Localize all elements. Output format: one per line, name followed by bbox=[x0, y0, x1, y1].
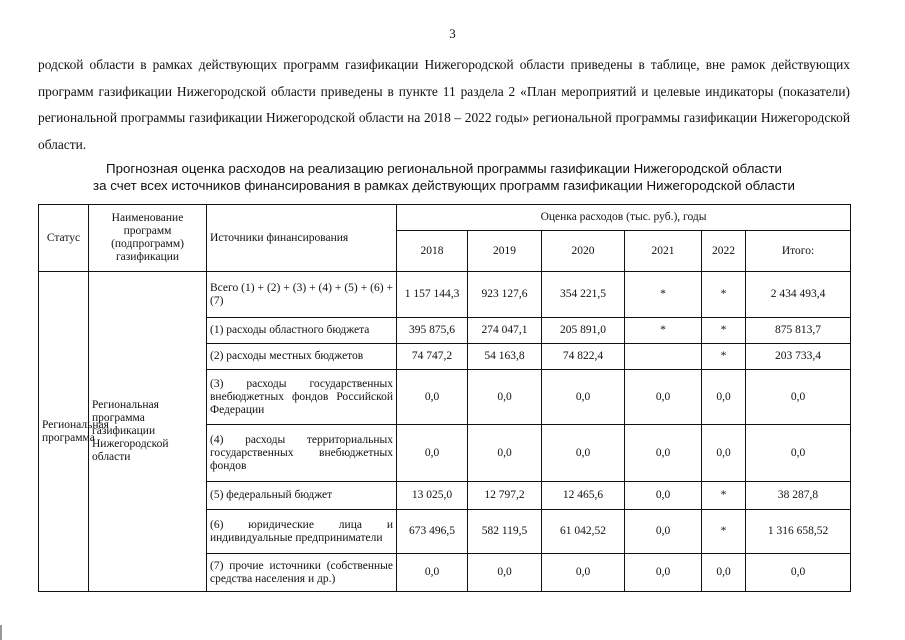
value-cell: 12 465,6 bbox=[542, 482, 625, 510]
value-cell: 0,0 bbox=[468, 425, 542, 482]
row-label: (6) юридические лица и индивидуальные предприниматели bbox=[207, 510, 397, 554]
header-year: 2022 bbox=[702, 231, 746, 272]
table-title bbox=[38, 160, 850, 194]
value-cell: 0,0 bbox=[702, 554, 746, 592]
total-cell: 2 434 493,4 bbox=[746, 272, 851, 318]
value-cell: * bbox=[702, 318, 746, 344]
header-year: 2019 bbox=[468, 231, 542, 272]
header-year: 2018 bbox=[397, 231, 468, 272]
value-cell: * bbox=[625, 318, 702, 344]
value-cell: 0,0 bbox=[702, 425, 746, 482]
value-cell: 0,0 bbox=[702, 370, 746, 425]
row-label: (5) федеральный бюджет bbox=[207, 482, 397, 510]
value-cell: 0,0 bbox=[542, 554, 625, 592]
value-cell: 0,0 bbox=[397, 425, 468, 482]
value-cell: 274 047,1 bbox=[468, 318, 542, 344]
value-cell: 673 496,5 bbox=[397, 510, 468, 554]
total-cell: 203 733,4 bbox=[746, 344, 851, 370]
header-sources: Источники финансирования bbox=[207, 205, 397, 272]
total-cell: 0,0 bbox=[746, 425, 851, 482]
row-label: (3) расходы государственных внебюджетных фондов Российской Федерации bbox=[207, 370, 397, 425]
value-cell bbox=[625, 344, 702, 370]
scan-edge-mark bbox=[0, 625, 2, 640]
header-program: Наименование программ (подпрограмм) газификации bbox=[89, 205, 207, 272]
value-cell: 0,0 bbox=[625, 510, 702, 554]
header-year: 2020 bbox=[542, 231, 625, 272]
value-cell: 923 127,6 bbox=[468, 272, 542, 318]
value-cell: 0,0 bbox=[542, 370, 625, 425]
value-cell: 205 891,0 bbox=[542, 318, 625, 344]
table-title-line-2: за счет всех источников финансирования в рамках действующих программ газификации Нижегородской области bbox=[93, 178, 795, 193]
value-cell: 13 025,0 bbox=[397, 482, 468, 510]
value-cell: 0,0 bbox=[397, 554, 468, 592]
value-cell: 582 119,5 bbox=[468, 510, 542, 554]
value-cell: 0,0 bbox=[625, 482, 702, 510]
expenditure-table bbox=[38, 204, 851, 592]
row-label: (4) расходы территориальных государственных внебюджетных фондов bbox=[207, 425, 397, 482]
value-cell: * bbox=[702, 344, 746, 370]
value-cell: 354 221,5 bbox=[542, 272, 625, 318]
row-label: (7) прочие источники (собственные средства населения и др.) bbox=[207, 554, 397, 592]
table-title-line-1: Прогнозная оценка расходов на реализацию региональной программы газификации Нижегородской области bbox=[106, 161, 782, 176]
value-cell: 0,0 bbox=[468, 554, 542, 592]
value-cell: 0,0 bbox=[542, 425, 625, 482]
header-year: 2021 bbox=[625, 231, 702, 272]
value-cell: * bbox=[702, 272, 746, 318]
value-cell: 61 042,52 bbox=[542, 510, 625, 554]
value-cell: 0,0 bbox=[625, 425, 702, 482]
table-row bbox=[39, 272, 851, 318]
program-name-cell: Региональная программа газификации Нижегородской области bbox=[89, 272, 207, 592]
value-cell: 74 747,2 bbox=[397, 344, 468, 370]
total-cell: 875 813,7 bbox=[746, 318, 851, 344]
value-cell: 12 797,2 bbox=[468, 482, 542, 510]
header-total: Итого: bbox=[746, 231, 851, 272]
value-cell: 0,0 bbox=[625, 370, 702, 425]
body-paragraph: родской области в рамках действующих программ газификации Нижегородской области приведены в таблице, вне рамок действующих программ газификации Нижегородской области приведены в пункте 11 раздела 2 «План мероприятий и целевые индикаторы (показатели) региональной программы газификации Нижегородской области на 2018 – 2022 годы» региональной программы газификации Нижегородской области. bbox=[38, 57, 850, 152]
total-cell: 1 316 658,52 bbox=[746, 510, 851, 554]
value-cell: 1 157 144,3 bbox=[397, 272, 468, 318]
value-cell: * bbox=[702, 510, 746, 554]
total-cell: 0,0 bbox=[746, 554, 851, 592]
value-cell: 395 875,6 bbox=[397, 318, 468, 344]
total-cell: 0,0 bbox=[746, 370, 851, 425]
value-cell: * bbox=[702, 482, 746, 510]
row-label: (2) расходы местных бюджетов bbox=[207, 344, 397, 370]
value-cell: 0,0 bbox=[397, 370, 468, 425]
page-number: 3 bbox=[449, 26, 456, 41]
value-cell: 54 163,8 bbox=[468, 344, 542, 370]
header-estimate: Оценка расходов (тыс. руб.), годы bbox=[397, 205, 851, 231]
row-label: (1) расходы областного бюджета bbox=[207, 318, 397, 344]
value-cell: * bbox=[625, 272, 702, 318]
value-cell: 0,0 bbox=[468, 370, 542, 425]
total-cell: 38 287,8 bbox=[746, 482, 851, 510]
row-label: Всего (1) + (2) + (3) + (4) + (5) + (6) + (7) bbox=[207, 272, 397, 318]
value-cell: 74 822,4 bbox=[542, 344, 625, 370]
header-status: Статус bbox=[39, 205, 89, 272]
status-cell: Региональная программа bbox=[39, 272, 89, 592]
value-cell: 0,0 bbox=[625, 554, 702, 592]
